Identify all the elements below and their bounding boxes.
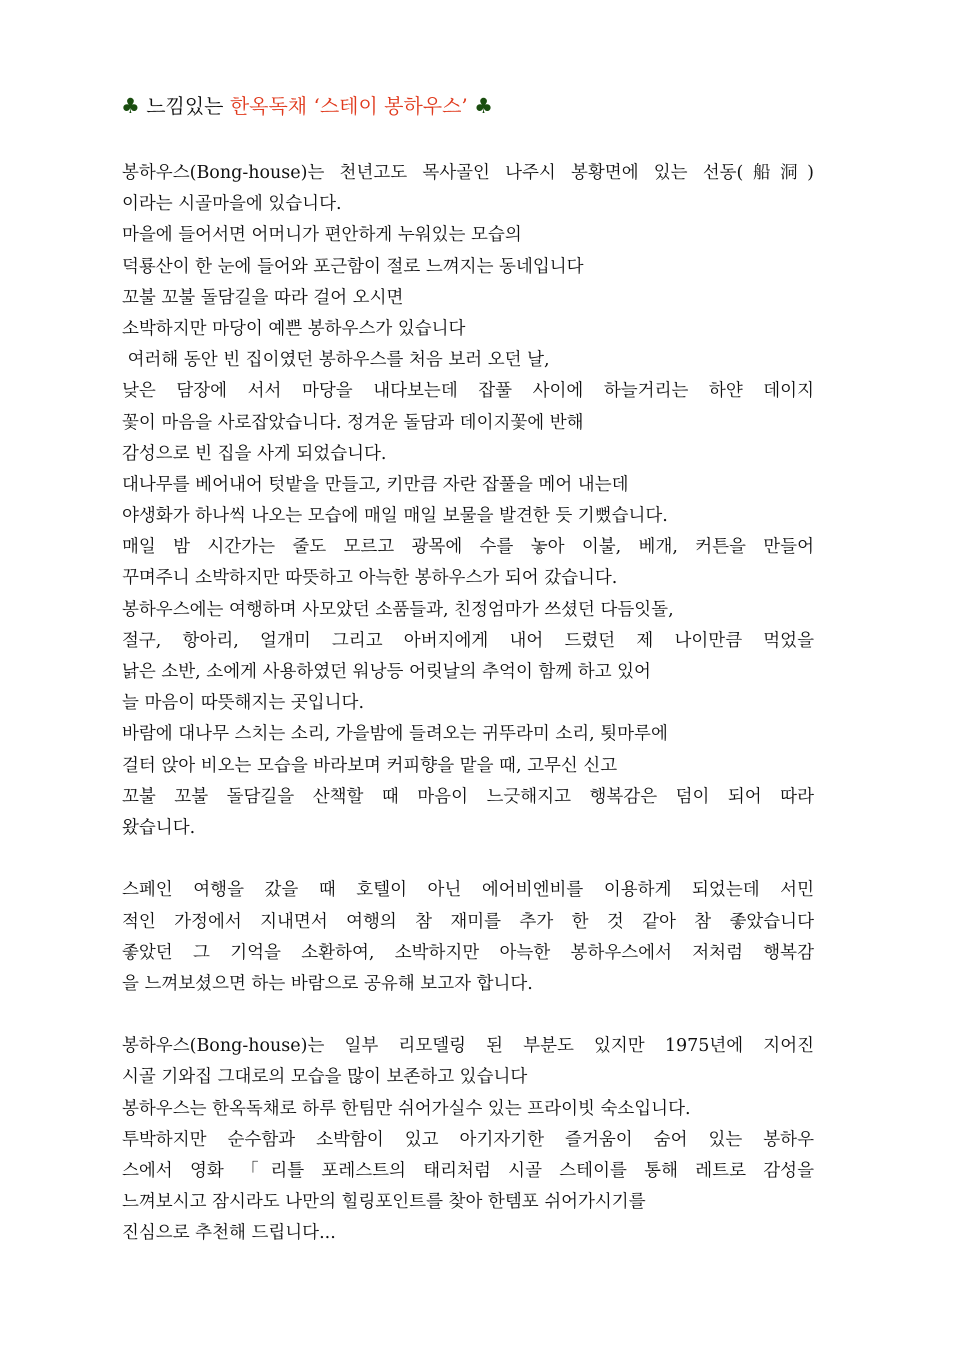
text-line: 덕룡산이 한 눈에 들어와 포근함이 절로 느껴지는 동네입니다 <box>122 256 584 277</box>
paragraph-spacer <box>122 1000 814 1031</box>
club-icon: ♣ <box>474 94 493 118</box>
text-line: 이라는 시골마을에 있습니다. <box>122 194 342 215</box>
text-line: 낡은 소반, 소에게 사용하였던 워낭등 어릿날의 추억이 함께 하고 있어 <box>122 662 651 682</box>
text-line: 을 느껴보셨으면 하는 바람으로 공유해 보고자 합니다. <box>122 973 533 994</box>
text-line: 바람에 대나무 스치는 소리, 가을밤에 들려오는 귀뚜라미 소리, 툇마루에 <box>122 724 668 745</box>
text-line: 봉하우스에는 여행하며 사모았던 소품들과, 친정엄마가 쓰셨던 다듬잇돌, <box>122 599 674 620</box>
text-line: 늘 마음이 따뜻해지는 곳입니다. <box>122 693 365 714</box>
paragraph <box>122 158 814 844</box>
text-line: 느껴보시고 잠시라도 나만의 힐링포인트를 찾아 한템포 쉬어가시기를 <box>122 1192 646 1213</box>
title-text: 느낌있는 <box>146 94 230 118</box>
text-line: 좋았던 그 기억을 소환하여, 소박하지만 아늑한 봉하우스에서 저처럼 행복감 <box>122 942 814 963</box>
text-line: 소박하지만 마당이 예쁜 봉하우스가 있습니다 <box>122 318 466 339</box>
text-line: 스에서 영화 「리틀 포레스트의 태리처럼 시골 스테이를 통해 레트로 감성을 <box>122 1161 814 1181</box>
body-text <box>122 158 814 1250</box>
text-line: 진심으로 추천해 드립니다... <box>122 1223 336 1244</box>
text-line: 야생화가 하나씩 나오는 모습에 매일 매일 보물을 발견한 듯 기뻤습니다. <box>122 506 668 527</box>
text-line: 봉하우스(Bong-house)는 일부 리모델링 된 부분도 있지만 1975년에 지어진 <box>122 1036 814 1057</box>
text-line: 매일 밤 시간가는 줄도 모르고 광목에 수를 놓아 이불, 베개, 커튼을 만들어 <box>122 537 814 558</box>
text-line: 투박하지만 순수함과 소박함이 있고 아기자기한 즐거움이 숨어 있는 봉하우 <box>122 1129 814 1150</box>
paragraph <box>122 875 814 1000</box>
text-line: 스페인 여행을 갔을 때 호텔이 아닌 에어비엔비를 이용하게 되었는데 서민 <box>122 880 814 901</box>
page-title <box>121 88 841 124</box>
text-line: 봉하우스(Bong-house)는 천년고도 목사골인 나주시 봉황면에 있는 선동(船洞) <box>122 163 814 183</box>
text-line: 꼬불 꼬불 돌담길을 산책할 때 마음이 느긋해지고 행복감은 덤이 되어 따라 <box>122 786 814 807</box>
text-line: 낮은 담장에 서서 마당을 내다보는데 잡풀 사이에 하늘거리는 하얀 데이지 <box>122 381 814 402</box>
club-icon: ♣ <box>121 94 140 118</box>
text-line: 시골 기와집 그대로의 모습을 많이 보존하고 있습니다 <box>122 1067 528 1088</box>
text-line: 여러해 동안 빈 집이였던 봉하우스를 처음 보러 오던 날, <box>122 350 550 371</box>
text-line: 꾸며주니 소박하지만 따뜻하고 아늑한 봉하우스가 되어 갔습니다. <box>122 568 618 589</box>
text-line: 꼬불 꼬불 돌담길을 따라 걸어 오시면 <box>122 287 404 308</box>
text-line: 절구, 항아리, 얼개미 그리고 아버지에게 내어 드렸던 제 나이만큼 먹었을 <box>122 630 814 651</box>
text-line: 대나무를 베어내어 텃밭을 만들고, 키만큼 자란 잡풀을 메어 내는데 <box>122 474 629 495</box>
text-line: 감성으로 빈 집을 사게 되었습니다. <box>122 443 387 464</box>
title-accent-text: 한옥독채 ‘스테이 봉하우스’ <box>229 94 468 118</box>
text-line: 봉하우스는 한옥독채로 하루 한팀만 쉬어가실수 있는 프라이빗 숙소입니다. <box>122 1098 691 1119</box>
text-line: 적인 가정에서 지내면서 여행의 참 재미를 추가 한 것 같아 참 좋았습니다 <box>122 911 814 932</box>
text-line: 꽃이 마음을 사로잡았습니다. 정겨운 돌담과 데이지꽃에 반해 <box>122 412 584 433</box>
paragraph-spacer <box>122 844 814 875</box>
paragraph <box>122 1031 814 1249</box>
text-line: 마을에 들어서면 어머니가 편안하게 누워있는 모습의 <box>122 225 522 246</box>
text-line: 걸터 앉아 비오는 모습을 바라보며 커피향을 맡을 때, 고무신 신고 <box>122 755 618 776</box>
text-line: 왔습니다. <box>122 817 196 838</box>
